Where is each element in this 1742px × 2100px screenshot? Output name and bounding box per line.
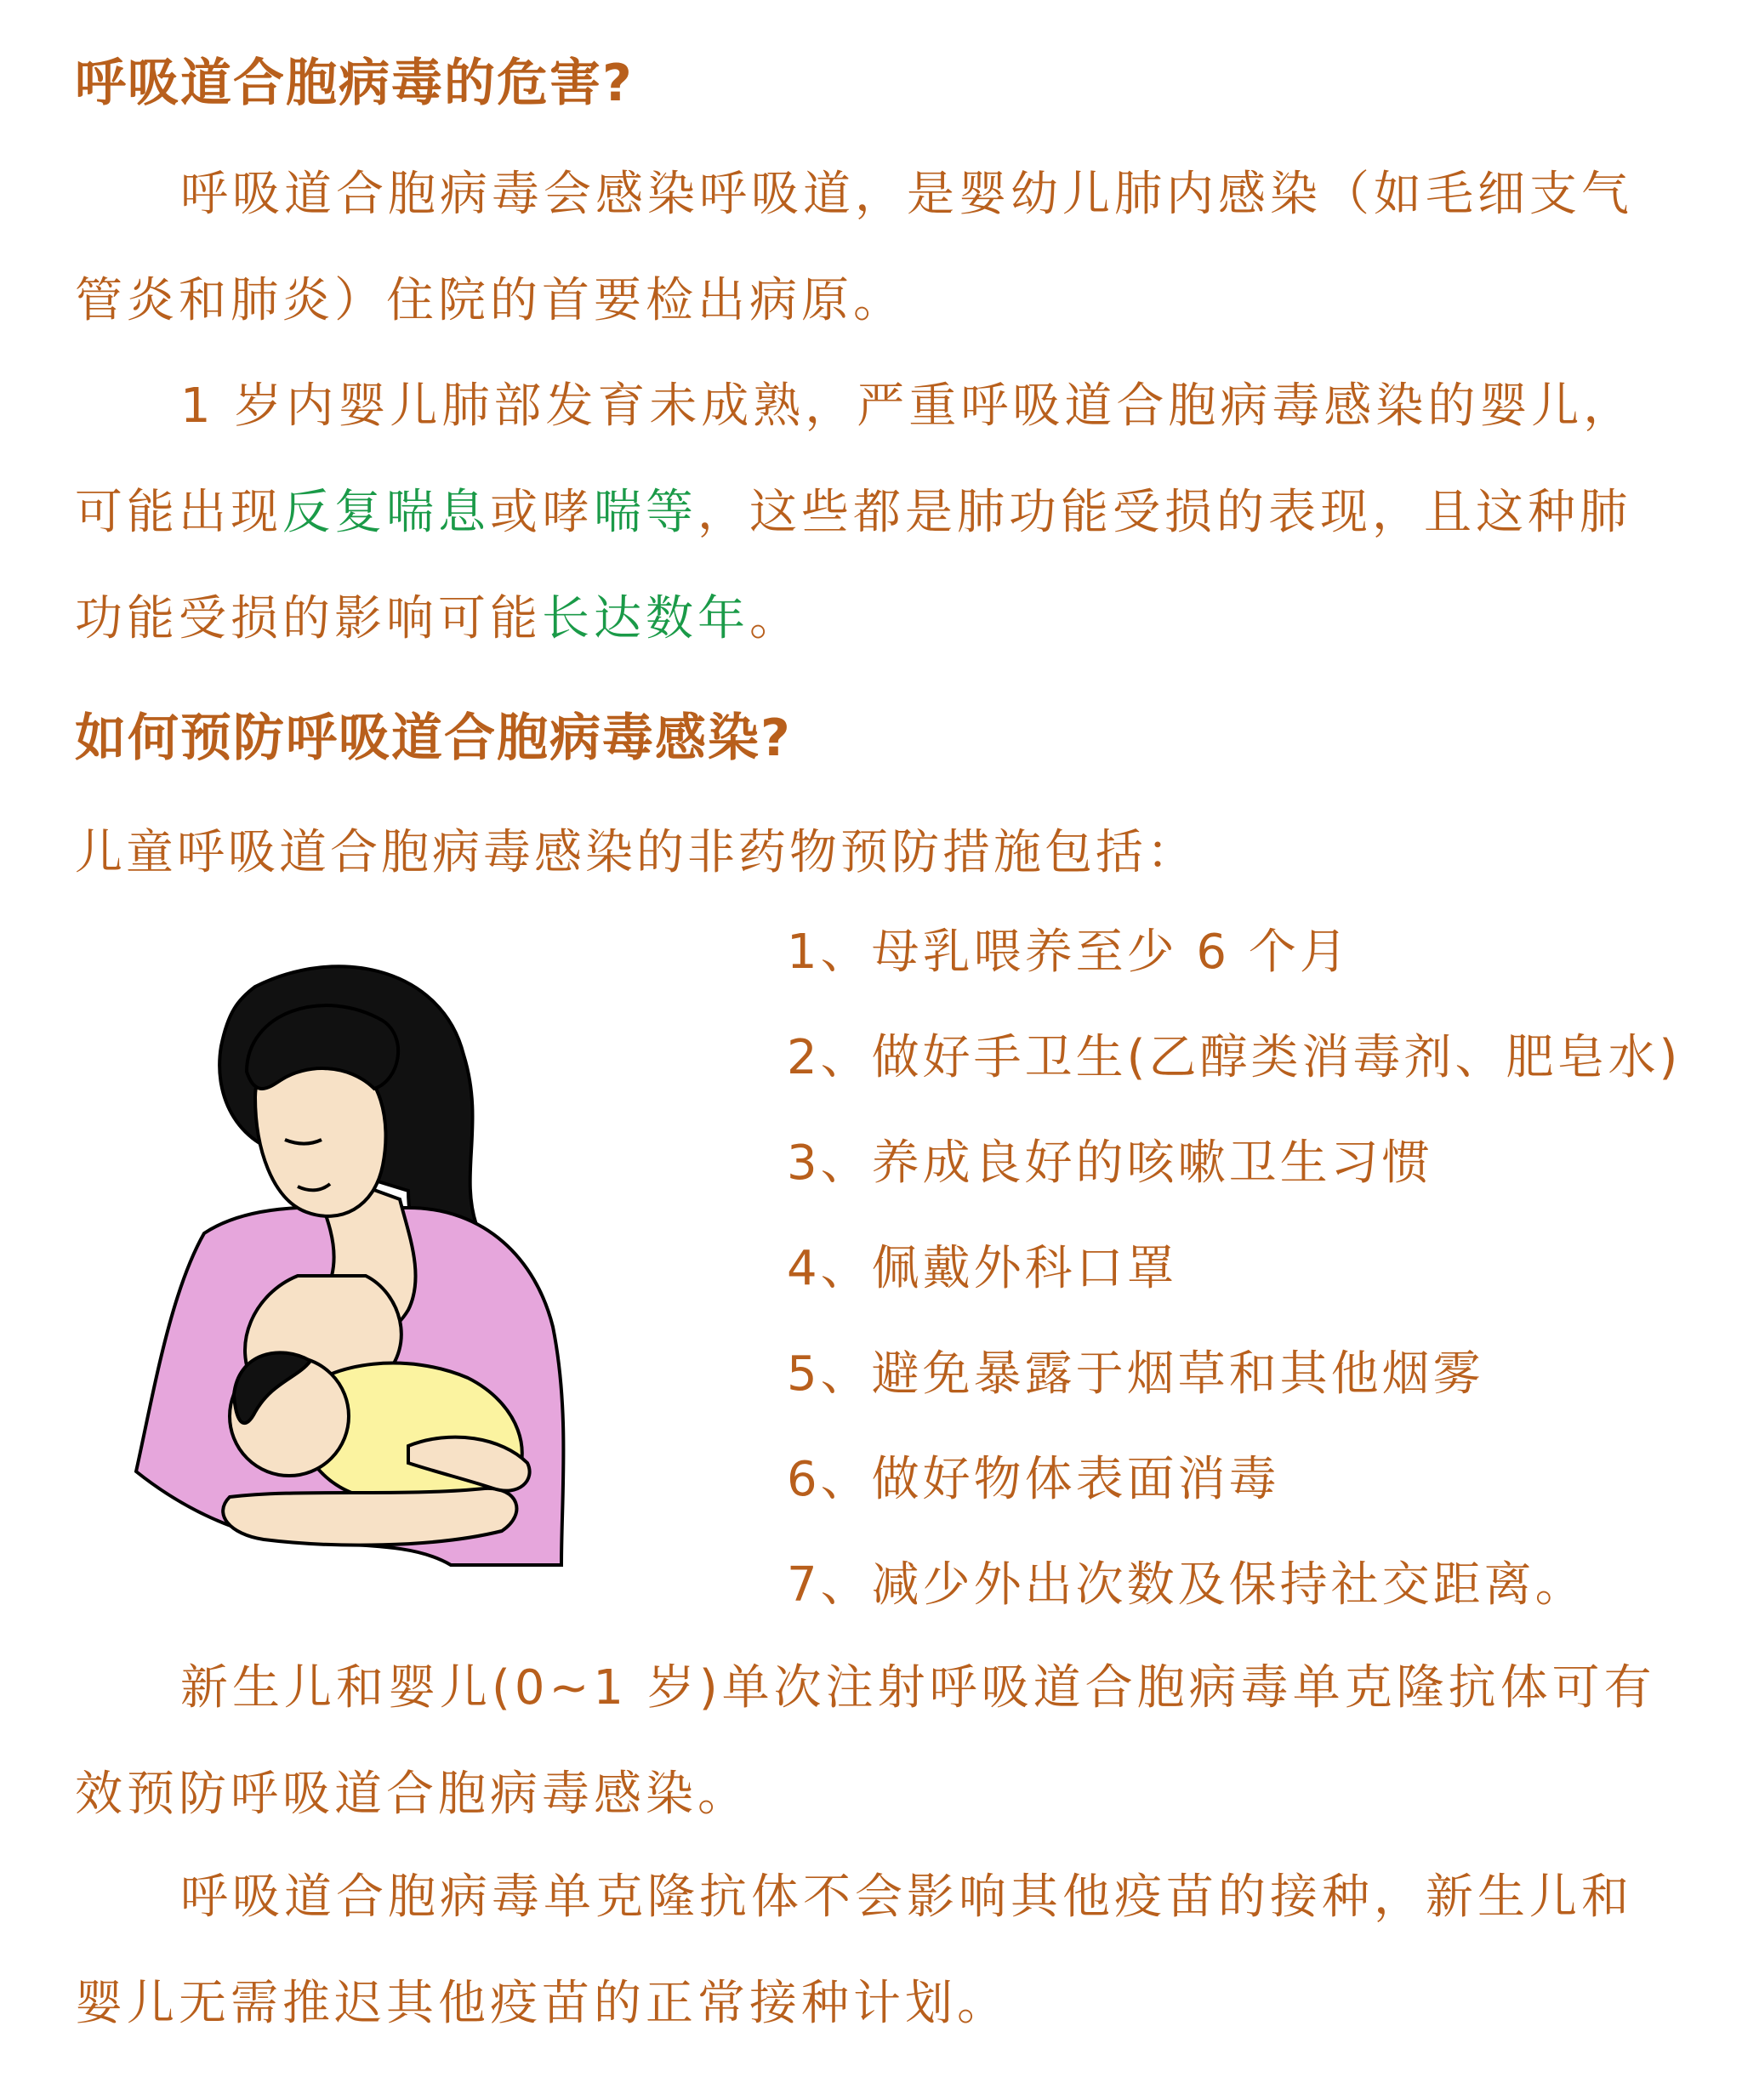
breastfeeding-mother-illustration (128, 953, 655, 1591)
highlight-recurrent-wheeze: 反复喘息 (282, 485, 490, 540)
list-item: 5、避免暴露于烟草和其他烟雾 (787, 1346, 1484, 1402)
lung-text-2: 或哮 (490, 485, 594, 540)
prevention-list (787, 910, 1681, 1648)
list-item: 2、做好手卫生(乙醇类消毒剂、肥皂水) (787, 1030, 1682, 1085)
paragraph-vaccine-schedule: 呼吸道合胞病毒单克隆抗体不会影响其他疫苗的接种，新生儿和婴儿无需推迟其他疫苗的正常接种计划。 (75, 1870, 1633, 2031)
paragraph-infection: 呼吸道合胞病毒会感染呼吸道，是婴幼儿肺内感染（如毛细支气管炎和肺炎）住院的首要检出病原。 (75, 167, 1633, 328)
list-item: 3、养成良好的咳嗽卫生习惯 (787, 1135, 1433, 1191)
highlight-asthma: 喘等 (594, 485, 697, 540)
list-item: 4、佩戴外科口罩 (787, 1241, 1178, 1296)
lung-text-4: 。 (749, 591, 801, 646)
paragraph-lung-damage (75, 353, 1682, 672)
section-heading-harm: 呼吸道合胞病毒的危害? (75, 54, 634, 113)
list-item: 1、母乳喂养至少 6 个月 (787, 925, 1351, 980)
lung-text-1: 1 岁内婴儿肺部发育未成熟，严重呼吸道合胞病毒感染的婴儿，可能出现 (75, 378, 1636, 540)
prevention-intro: 儿童呼吸道合胞病毒感染的非药物预防措施包括： (75, 825, 1198, 880)
lung-text-3: ，这些都是肺功能受损的表现，且这种肺功能受损的影响可能 (75, 485, 1631, 646)
list-item: 6、做好物体表面消毒 (787, 1452, 1280, 1507)
section-heading-prevention: 如何预防呼吸道合胞病毒感染? (75, 709, 792, 768)
paragraph-antibody-effect: 新生儿和婴儿(0~1 岁)单次注射呼吸道合胞病毒单克隆抗体可有效预防呼吸道合胞病毒感染。 (75, 1660, 1656, 1822)
list-item: 7、减少外出次数及保持社交距离。 (787, 1557, 1586, 1613)
highlight-several-years: 长达数年 (542, 591, 749, 646)
